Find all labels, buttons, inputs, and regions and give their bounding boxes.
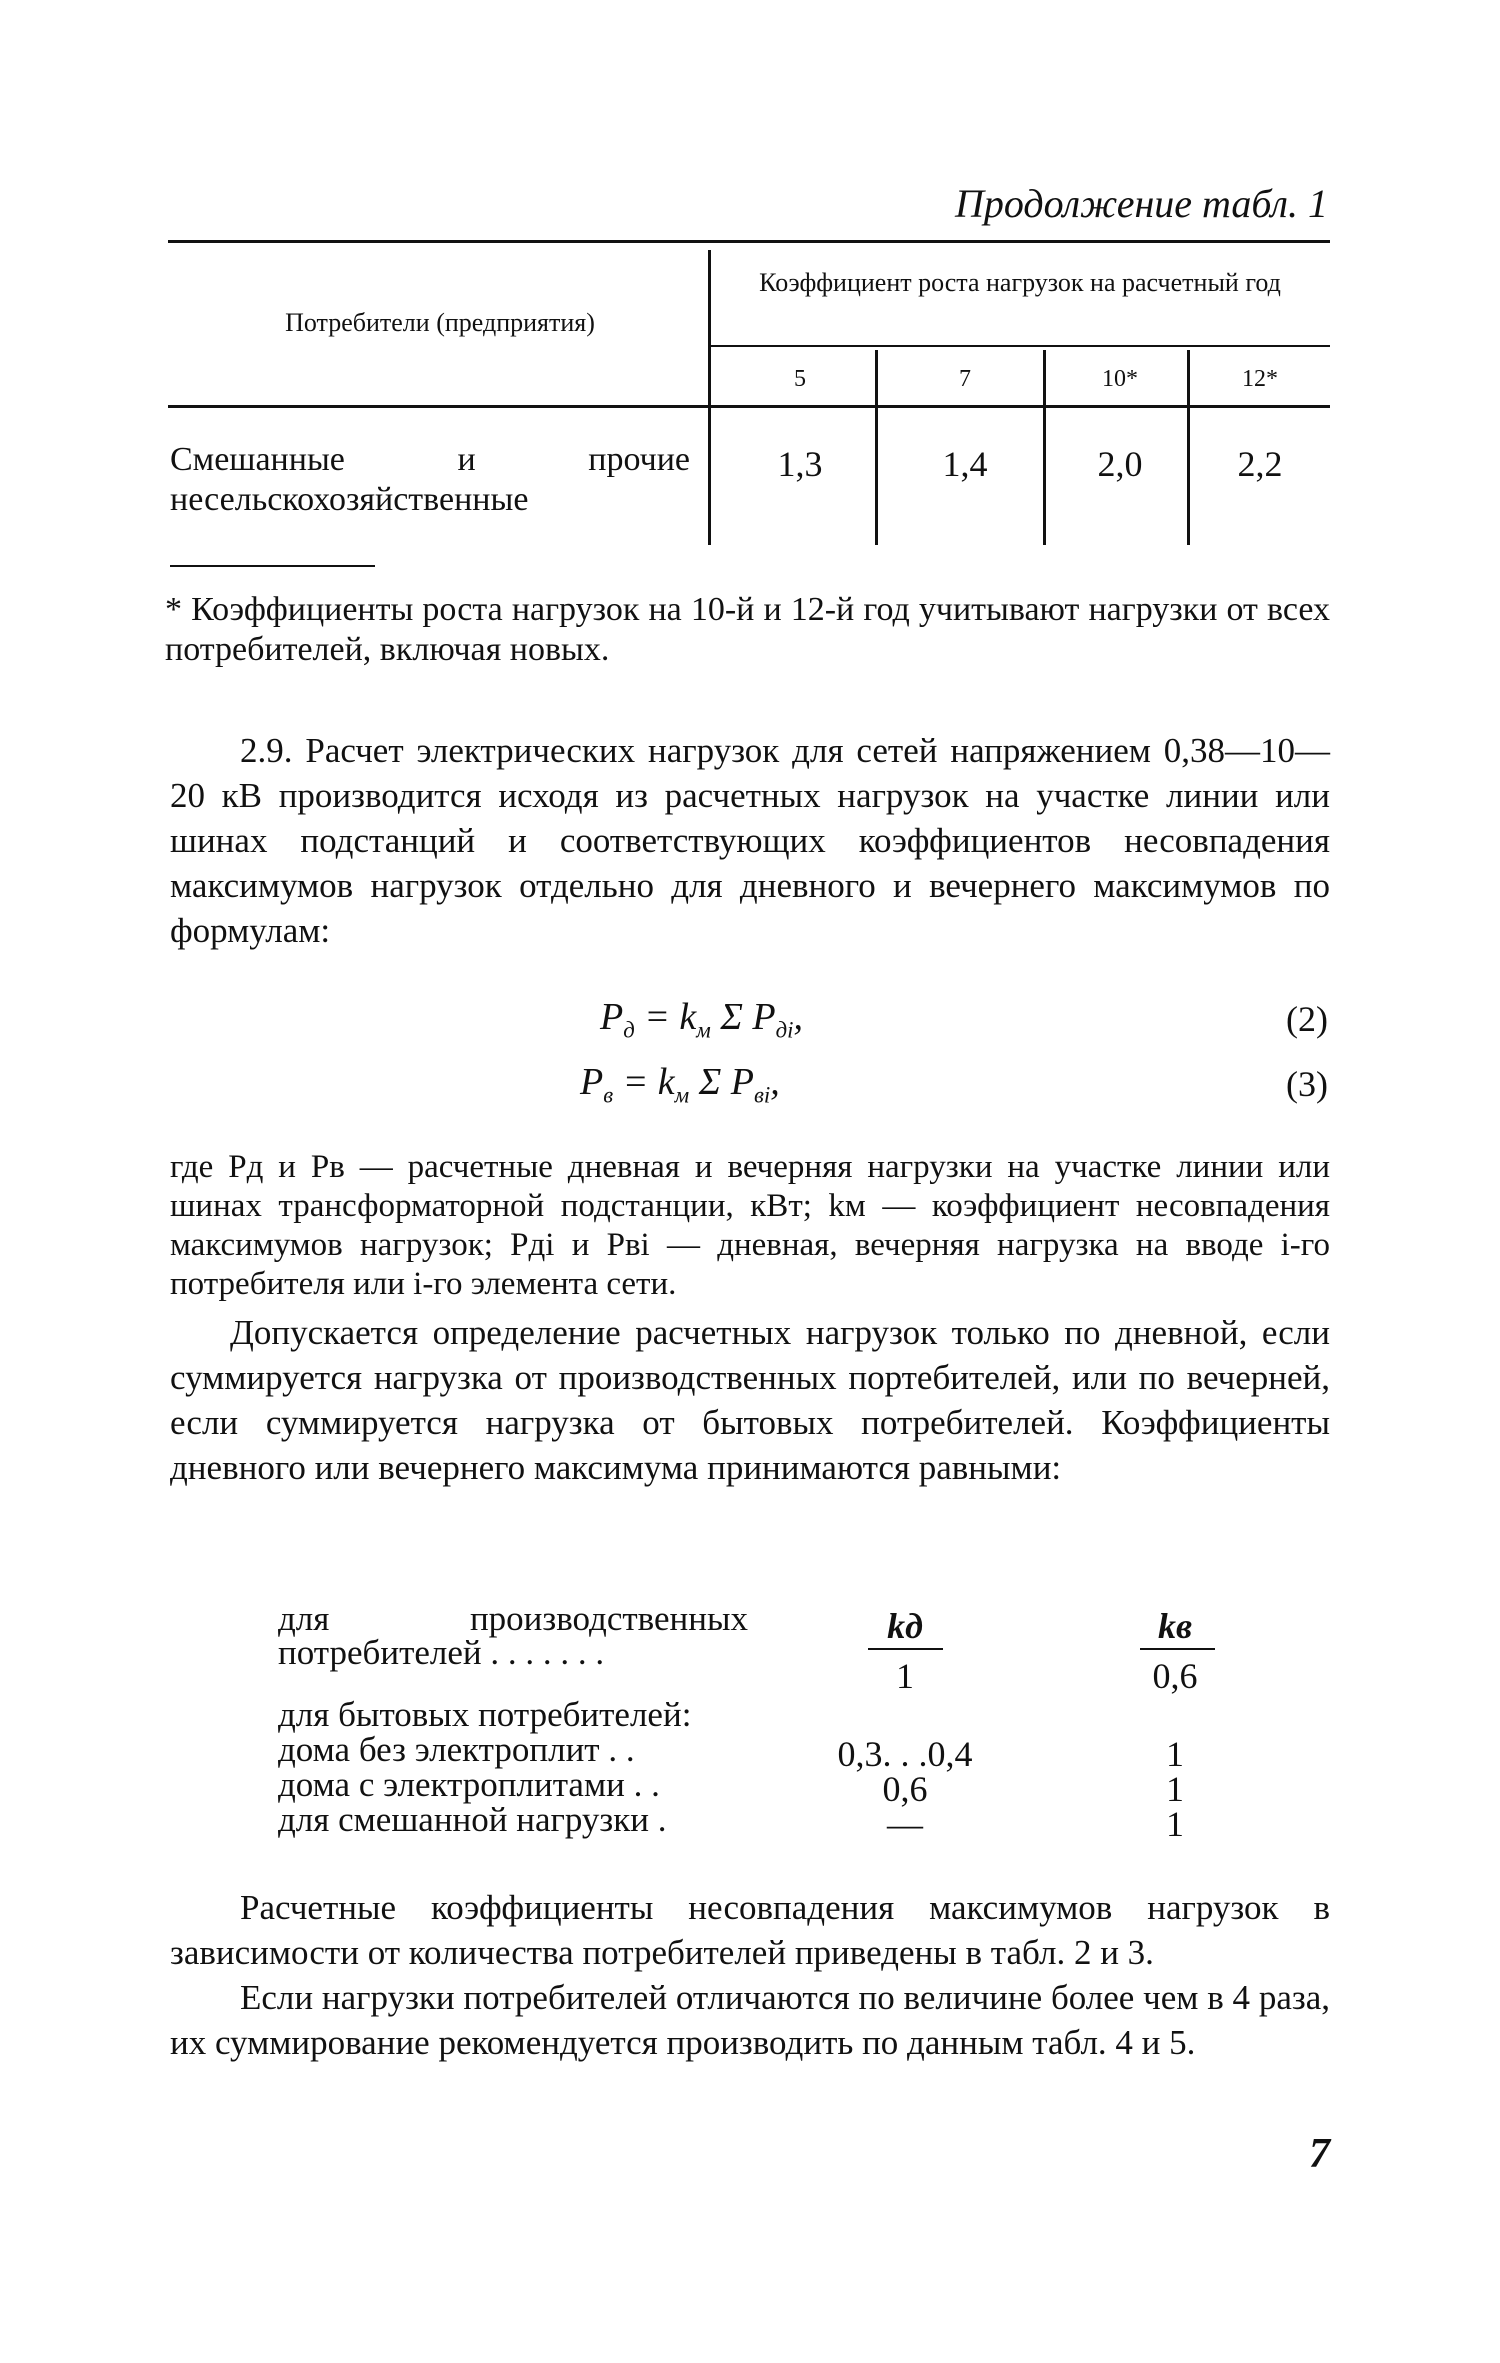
formula-subscript: дi	[775, 1017, 794, 1043]
formula-subscript: д	[623, 1017, 635, 1043]
coef-row-kd: 0,3. . .0,4	[837, 1734, 973, 1774]
coef-row-label: для бытовых потребителей:	[278, 1695, 692, 1734]
equation-number: (2)	[1286, 999, 1328, 1039]
header-underline	[868, 1648, 943, 1650]
equation-number: (3)	[1286, 1064, 1328, 1104]
year-header: 5	[794, 366, 806, 392]
table-header-subrule	[710, 345, 1330, 347]
table-divider	[708, 250, 711, 545]
table-divider	[875, 350, 878, 545]
coef-row-label: дома без электроплит . .	[278, 1730, 635, 1769]
continuation-caption: Продолжение табл. 1	[954, 181, 1328, 226]
coef-row-kd: 1	[896, 1656, 914, 1696]
formula-text: Σ P	[710, 996, 776, 1038]
coef-row-kd: —	[887, 1804, 923, 1844]
table-divider	[1043, 350, 1046, 545]
footnote-rule	[170, 565, 375, 567]
paragraph-allowance: Допускается определение расчетных нагрузок только по дневной, если суммируется нагрузка от производственных портебителей, или по вечерней, если суммируется нагрузка от бытовых потребителей. Коэффициенты дневного или вечернего максимума принимаются равными:	[170, 1313, 1330, 1487]
paragraph-if-loads: Если нагрузки потребителей отличаются по величине более чем в 4 раза, их суммирование рекомендуется производить по данным табл. 4 и 5.	[170, 1978, 1330, 2062]
header-underline	[1140, 1648, 1215, 1650]
formula-subscript: в	[603, 1082, 614, 1108]
coef-row-kv: 1	[1166, 1734, 1184, 1774]
formula-subscript: вi	[754, 1082, 771, 1108]
table-cell-value: 2,0	[1097, 444, 1143, 484]
coef-row-label: дома с электроплитами . .	[278, 1765, 660, 1804]
coef-row-kv: 0,6	[1152, 1656, 1198, 1696]
table-cell-value: 1,4	[942, 444, 988, 484]
paragraph-calculated-coefficients: Расчетные коэффициенты несовпадения максимумов нагрузок в зависимости от количества потребителей приведены в табл. 2 и 3.	[170, 1888, 1330, 1972]
formula-text: ,	[770, 1061, 780, 1103]
header-kv: kв	[1157, 1606, 1193, 1646]
header-kd: kд	[887, 1606, 923, 1646]
formula-2	[600, 995, 803, 1044]
year-header: 12*	[1242, 366, 1278, 392]
year-header: 7	[959, 366, 971, 392]
table-cell-value: 2,2	[1237, 444, 1283, 484]
formula-subscript: м	[674, 1082, 690, 1108]
coef-row-kv: 1	[1166, 1769, 1184, 1809]
column-header-consumers: Потребители (предприятия)	[285, 308, 595, 337]
coef-row-label: для производственных потребителей . . . . . . .	[278, 1599, 748, 1672]
formula-text: = k	[613, 1061, 675, 1103]
coef-row-label: для смешанной нагрузки .	[278, 1800, 667, 1839]
table-top-rule	[168, 240, 1330, 243]
formula-3	[580, 1060, 780, 1109]
paragraph-2-9: 2.9. Расчет электрических нагрузок для сетей напряжением 0,38—10—20 кВ производится исходя из расчетных нагрузок на участке линии или шинах подстанций и соответствующих коэффициентов несовпадения максимумов нагрузок отдельно для дневного и вечернего максимумов по формулам:	[170, 731, 1330, 950]
formula-text: P	[580, 1061, 604, 1103]
formula-text: = k	[634, 996, 697, 1038]
table-row-consumer: Смешанные и прочие несельскохозяйственные	[170, 441, 690, 518]
paragraph-where: где Pд и Pв — расчетные дневная и вечерняя нагрузки на участке линии или шинах трансформаторной подстанции, кВт; kм — коэффициент несовпадения максимумов нагрузок; Pдi и Pвi — дневная, вечерняя нагрузка на вводе i-го потребителя или i-го элемента сети.	[170, 1149, 1330, 1302]
page-number: 7	[1309, 2131, 1330, 2177]
table-cell-value: 1,3	[777, 444, 823, 484]
formula-text: Σ P	[689, 1061, 754, 1103]
coef-row-kd: 0,6	[882, 1769, 928, 1809]
formula-text: ,	[793, 996, 804, 1038]
year-header: 10*	[1102, 366, 1138, 392]
formula-subscript: м	[696, 1017, 711, 1043]
table-divider	[1187, 350, 1190, 545]
table-header-rule	[168, 405, 1330, 408]
column-header-coefficient: Коэффициент роста нагрузок на расчетный год	[759, 268, 1281, 297]
formula-text: P	[600, 996, 624, 1038]
coef-row-kv: 1	[1166, 1804, 1184, 1844]
table-footnote: * Коэффициенты роста нагрузок на 10-й и 12-й год учитывают нагрузки от всех потребителей, включая новых.	[165, 591, 1330, 668]
